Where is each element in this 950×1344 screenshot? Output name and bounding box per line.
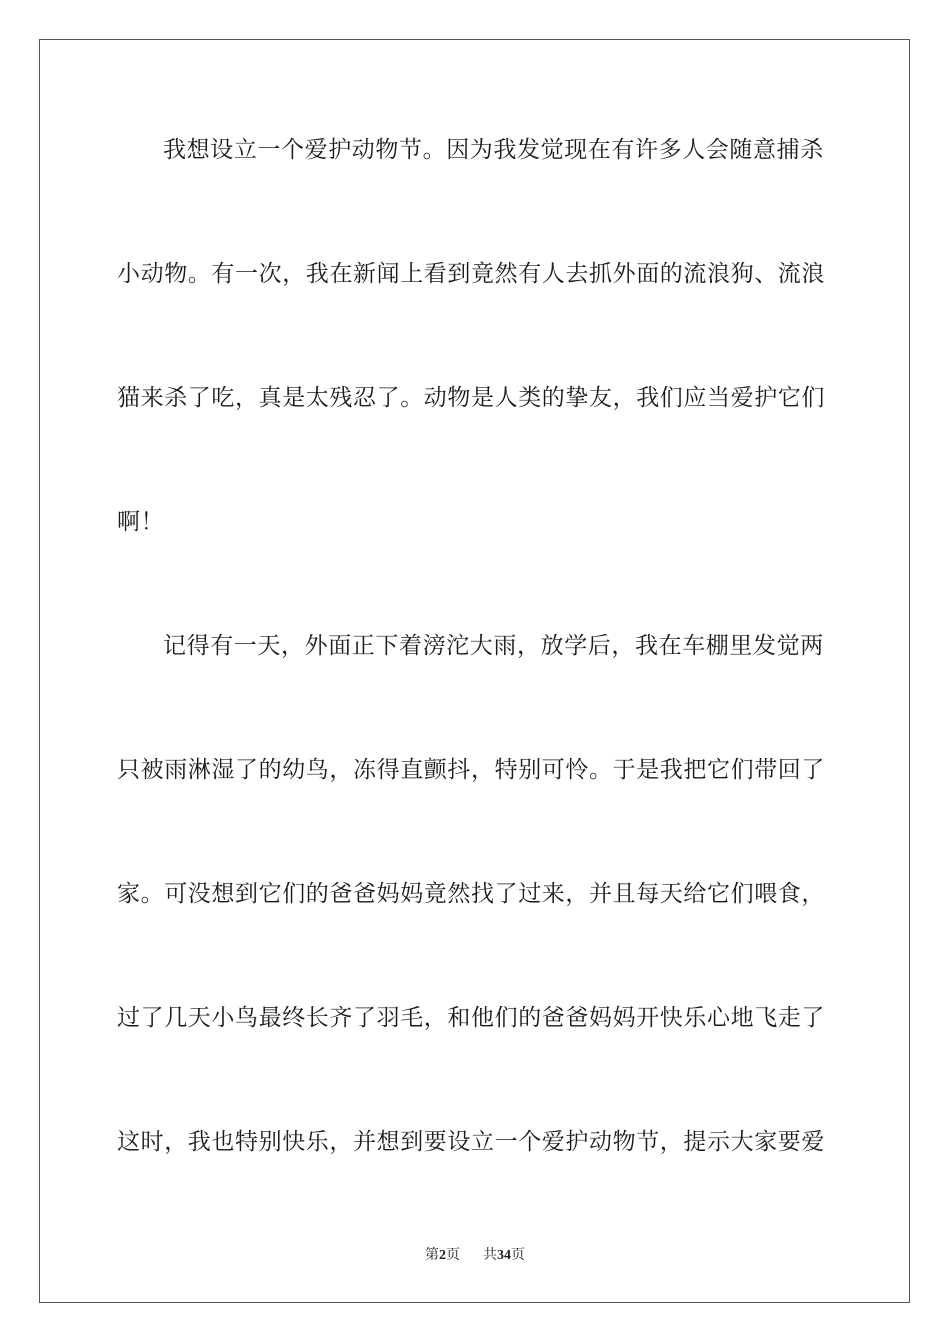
text-line: 过了几天小鸟最终长齐了羽毛，和他们的爸爸妈妈开快乐心地飞走了 — [117, 1005, 825, 1031]
text-line: 小动物。有一次，我在新闻上看到竟然有人去抓外面的流浪狗、流浪 — [117, 261, 825, 287]
total-page-count: 34 — [497, 1248, 511, 1263]
page-number-label: 第2页 — [425, 1248, 460, 1263]
text-line: 家。可没想到它们的爸爸妈妈竟然找了过来，并且每天给它们喂食， — [117, 881, 825, 907]
page-border — [39, 39, 910, 1303]
text-line: 这时，我也特别快乐，并想到要设立一个爱护动物节，提示大家要爱 — [117, 1129, 825, 1155]
total-pages-label: 共34页 — [483, 1248, 525, 1263]
text-line: 我想设立一个爱护动物节。因为我发觉现在有许多人会随意捕杀 — [163, 137, 824, 163]
text-line: 猫来杀了吃，真是太残忍了。动物是人类的挚友，我们应当爱护它们 — [117, 385, 825, 411]
text-line: 只被雨淋湿了的幼鸟，冻得直颤抖，特别可怜。于是我把它们带回了 — [117, 757, 825, 783]
text-line: 啊！ — [117, 509, 165, 535]
current-page-number: 2 — [439, 1248, 446, 1263]
text-line: 记得有一天，外面正下着滂沱大雨，放学后，我在车棚里发觉两 — [163, 633, 824, 659]
page-footer — [0, 1247, 950, 1265]
